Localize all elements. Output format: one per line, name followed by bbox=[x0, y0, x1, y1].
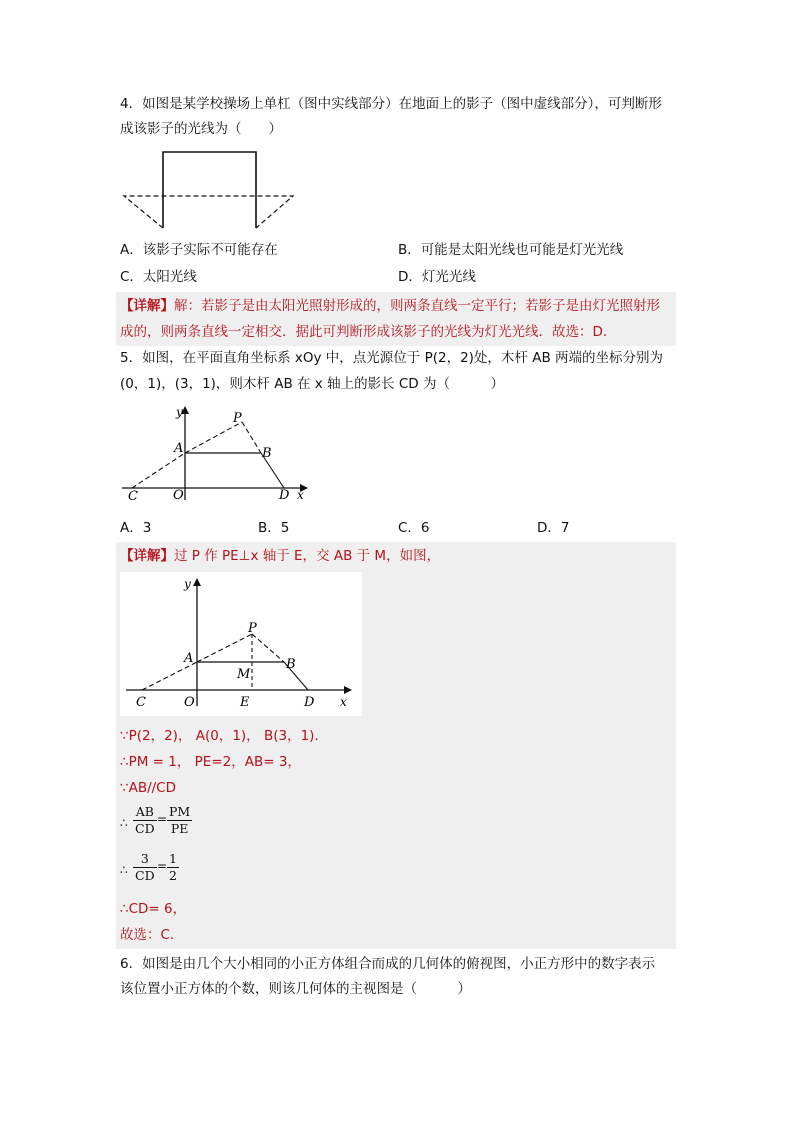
q5-step4-prefix: ∴ bbox=[120, 816, 128, 830]
label-p: P bbox=[248, 621, 257, 636]
q4-option-d: D．灯光光线 bbox=[398, 269, 476, 285]
q5-solution-figure-frame bbox=[120, 572, 362, 716]
q5-frac1-left bbox=[133, 804, 157, 837]
q5-option-b: B．5 bbox=[258, 520, 290, 536]
label-e: E bbox=[240, 695, 250, 710]
q4-option-c: C．太阳光线 bbox=[120, 269, 197, 285]
ray-p-b bbox=[252, 634, 284, 662]
label-d: D bbox=[304, 695, 315, 710]
frac2-num-left: 3 bbox=[133, 851, 157, 868]
label-p: P bbox=[233, 411, 242, 426]
frac2-den-right: 2 bbox=[169, 868, 177, 883]
q5-frac2-right bbox=[167, 851, 179, 884]
q5-stem-line1: 5．如图，在平面直角坐标系 xOy 中，点光源位于 P(2，2)处，木杆 AB 两端的坐标分别为 bbox=[120, 350, 663, 366]
label-b: B bbox=[262, 446, 272, 461]
q5-frac1-right bbox=[167, 804, 192, 837]
ray-p-b bbox=[242, 422, 261, 453]
q4-figure-horizontal-bar-shadow bbox=[118, 148, 298, 234]
q5-solution-figure bbox=[120, 572, 362, 716]
q5-frac2-left bbox=[133, 851, 157, 884]
q4-option-b: B．可能是太阳光线也可能是灯光光线 bbox=[398, 242, 624, 258]
q5-step6: ∴CD= 6， bbox=[120, 901, 187, 917]
label-b: B bbox=[286, 657, 296, 672]
q5-step7: 故选：C． bbox=[120, 927, 184, 943]
q5-solution-intro: 过 P 作 PE⊥x 轴于 E，交 AB 于 M，如图， bbox=[174, 548, 441, 564]
q4-solution-text1: 解：若影子是由太阳光照射形成的，则两条直线一定平行；若影子是由灯光照射形 bbox=[174, 298, 660, 314]
label-o: O bbox=[173, 488, 184, 503]
ray-c-a bbox=[132, 453, 185, 488]
label-c: C bbox=[128, 489, 138, 504]
frac1-den-left: CD bbox=[135, 821, 155, 836]
frac1-num-left: AB bbox=[133, 804, 157, 821]
label-y: y bbox=[176, 405, 183, 419]
y-axis-arrow bbox=[193, 578, 201, 586]
label-o: O bbox=[184, 695, 195, 710]
label-x: x bbox=[297, 488, 304, 502]
q5-option-d: D．7 bbox=[537, 520, 570, 536]
q4-solution-line2: 成的，则两条直线一定相交．据此可判断形成该影子的光线为灯光光线．故选：D． bbox=[120, 324, 617, 340]
q4-shadow-dashed bbox=[124, 196, 293, 228]
q5-figure-coordinate-plane bbox=[118, 400, 318, 510]
x-axis-arrow bbox=[344, 686, 352, 694]
label-a: A bbox=[174, 441, 184, 456]
label-c: C bbox=[136, 695, 146, 710]
q5-step3: ∵AB//CD bbox=[120, 780, 177, 796]
q6-stem-line2: 该位置小正方体的个数，则该几何体的主视图是（ ） bbox=[120, 981, 471, 997]
q5-option-a: A．3 bbox=[120, 520, 152, 536]
q4-solution-tag: 【详解】 bbox=[120, 298, 174, 314]
q5-solution-tag: 【详解】 bbox=[120, 548, 174, 564]
frac1-num-right: PM bbox=[169, 804, 191, 819]
q5-option-c: C．6 bbox=[398, 520, 430, 536]
label-x: x bbox=[340, 695, 347, 709]
q4-bar-solid bbox=[163, 152, 256, 228]
label-d: D bbox=[279, 488, 290, 503]
label-m: M bbox=[237, 667, 251, 682]
q5-stem-line2: (0，1)，(3，1)，则木杆 AB 在 x 轴上的影长 CD 为（ ） bbox=[120, 376, 504, 392]
frac1-den-right: PE bbox=[170, 821, 189, 836]
q4-stem-line1: 4．如图是某学校操场上单杠（图中实线部分）在地面上的影子（图中虚线部分），可判断形 bbox=[120, 96, 662, 112]
q5-step1: ∵P(2，2)， A(0，1)， B(3，1)． bbox=[120, 728, 328, 744]
q5-step5-prefix: ∴ bbox=[120, 863, 128, 877]
q5-solution-intro-line bbox=[120, 546, 440, 566]
ray-a-p bbox=[197, 634, 252, 662]
q4-option-a: A．该影子实际不可能存在 bbox=[120, 242, 278, 258]
q5-frac1-equals: = bbox=[157, 812, 168, 826]
q4-stem-line2: 成该影子的光线为（ ） bbox=[120, 121, 282, 137]
frac2-den-left: CD bbox=[135, 868, 155, 883]
q5-step2: ∴PM = 1， PE=2，AB= 3， bbox=[120, 754, 301, 770]
q4-solution-line1 bbox=[120, 296, 660, 316]
label-a: A bbox=[184, 651, 194, 666]
ray-a-p bbox=[185, 422, 242, 453]
ray-c-a bbox=[142, 662, 197, 690]
frac2-num-right: 1 bbox=[169, 851, 177, 866]
label-y: y bbox=[184, 577, 191, 591]
q5-frac2-equals: = bbox=[157, 859, 168, 873]
q6-stem-line1: 6．如图是由几个大小相同的小正方体组合而成的几何体的俯视图，小正方形中的数字表示 bbox=[120, 956, 656, 972]
